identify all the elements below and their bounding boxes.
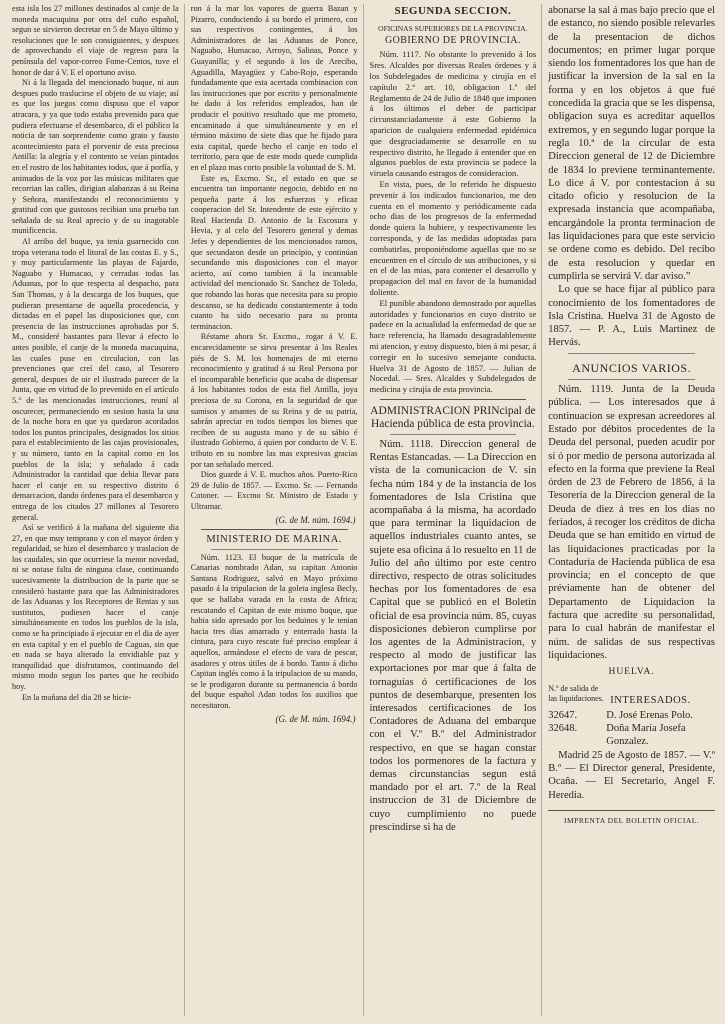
paragraph: Réstame ahora Sr. Excmo., rogar á V. E. encarecidamente se sirva presentar á los Reales piés de S. M. los homenajes de mi eterno reconocimiento y gratitud á su Real Persona por el incomparable beneficio que acaba de dispensar á los habitantes todos de esta fiel Antilla, joya preciosa de su Corona, en la seguridad de que sumisos y amantes de su Reina y de su patria, sabrán apreciar en todos tiempos los bienes que reciben de su augusta mano y de su sábio é ilustrado Gobierno, á quien por conducto de V. E. tributo en su nombre las mas expresivas gracias por tan señalado merced. (190, 332, 358, 469)
column-3 (370, 4, 543, 1016)
creditor-name: Doña María Josefa Gonzalez. (606, 723, 686, 748)
column-2 (191, 4, 364, 1016)
paragraph: El punible abandono demostrado por aquellas autoridades y funcionarios en cuyo distrito se padece en la actualidad la enfermedad de que se hace referencia, ha llamado desagradablemente mi atencion, y estoy dispuesto, bien á mi pesar, á corregir en lo sucesivo semejante conducta. Huelva 31 de Agosto de 1857. — Julian de Nocedal. — Sres. Alcaldes y Subdelegados de medicina y cirujía de esta provincia. (369, 297, 537, 395)
paragraph: En la mañana del dia 28 se hicie- (22, 692, 132, 702)
divider (380, 399, 527, 400)
table-header-number: N.º de salida de las liquidaciones. (548, 683, 604, 703)
creditor-name: D. José Erenas Polo. (606, 709, 693, 721)
paragraph: esta isla los 27 millones destinados al canje de la moneda macuquina por otra del cuño español, segun se sirvieron decretar en 5 de Mayo último y resoluciones que le son consiguientes, y despues de aprovechando el viaje de regreso para la península del vapor-correo Fome-Centos, tuve el honor de dar á V. E el oportuno aviso. (12, 4, 179, 77)
liquidation-number: 32647. (548, 709, 578, 721)
paragraph: Dios guarde á V. E. muchos años. Puerto-Rico 29 de Julio de 1857. — Excmo. Sr. — Fernando Cotoner. — Excmo Sr. Ministro de Estado y Ultramar. (190, 470, 358, 511)
paragraph: Así se verificó á la mañana del siguiente dia 27, en que muy temprano y con el mayor órden y regularidad, se hizo el desembarco y traslacion de los caudales, sin que ocurriese la menor novedad, ni se notase falta de ninguna clase, continuando sucesivamente la distribucion de la parte que se consideró bastante para que las Administradores de las Aduanas y los Receptores de Rentas y sus sustitutos, pudiesen hacer el canje simultáneamente en todos los pueblos de la isla, como se ha principiado á ejecutar en el dia de ayer en esta capital y en el pueblo de Caguas, sin que en nada se haya alterado la envidiable paz y tranquilidad que disfrutamos, continuando del mismo modo segun los partes que he recibido hoy. (12, 523, 179, 691)
table-header-interested: INTERESADOS. (610, 694, 691, 706)
section-heading-administracion: ADMINISTRACION PRINcipal de Hacienda pública de esta provincia. (370, 404, 536, 430)
paragraph: Madrid 25 de Agosto de 1857. — V.º B.º — El Director general, Presidente, Ocaña. — El Secretario, Angel F. Heredia. (548, 749, 715, 801)
divider (390, 20, 517, 21)
paragraph: Al arribo del buque, ya tenia guarnecido con tropa veterana todo el litoral de las costas E. y S., y muy particularmente las playas de Fajardo, Naguabo y Humacao, y cerradas todas las Aduanas, por lo que respecta al despacho, para San Thomas, y á la descarga de los buques, que pudieran presentarse de aquella procedencia, y dictadas en el papel las disposiciones que, con presencia de las instrucciones aprobadas por S. M., consideré bastantes para llevar á efecto lo antes posible, el canje de la moneda macuquina, las cuales puse en circulacion, con las prevenciones que creí del caso, al Tesorero general, despues de oir el ilustrado parecer de la Junta, que en virtud de lo prevenido en el artículo 5.° de las mencionadas instrucciones, reuní al oscurecer, permaneciendo en sesion hasta la una de la noche hora en que ya quedaron acordados todos los puntos principales, designados los sitios para el establecimiento de las cajas provisionales, y su número, tanto en la capital como en los pueblos de la isla; y señalado á cada Administrador la cantidad que debia llevar para hacer el canje en su respectivo distrito ó demarcacion, dando órdenes para el desembarco y entrega de los citados 27 millones al Tesorero general. (12, 237, 179, 522)
subsection-heading: OFICINAS SUPERIORES DE LA PROVINCIA. (378, 23, 528, 33)
source-citation: (G. de M. núm. 1694.) (275, 713, 356, 724)
creditors-list (548, 709, 715, 749)
paragraph: Lo que se hace fijar al público para conocimiento de los fomentadores de Isla Cristina. Huelva 31 de Agosto de 1857. — P. A., Luis Martinez de Hervás. (548, 284, 715, 349)
paragraph: En vista, pues, de lo referido he dispuesto prevenir á los indicados funcionarios, me den cuenta en el momento y periódicamente cada ocho dias de los progresos de la enfermedad donde quiera la hubiere, y respectivamente les corresponda, y de las medidas adoptadas para combatirlas, proponiéndome aquellas que no se encuentren en el círculo de sus atribuciones, y si en el de las mias, para contener el desarrollo y propagacion del mal en favor de la humanidad doliente. (369, 178, 537, 297)
column-4 (548, 4, 715, 1016)
location-heading: HUELVA. (608, 667, 655, 678)
section-heading-marina: MINISTERIO DE MARINA. (206, 534, 342, 546)
paragraph: ron á la mar los vapores de guerra Bazan y Pizarro, conduciendo á su bordo el primero, con sus respectivos contingentes, á los Administradores de las Aduanas de Ponce, Naguabo, Humacao, Arroyo, Salinas, Ponce y Guayanilla; y el segundo á los de Arecibo, Aguadilla, Mayagüez y Cabo-Rojo, esperando fundadamente que esta acertada combinacion con las instrucciones que por escrito y personalmente he dado á los referidos empleados, han de producir el positivo resultado que me prometo, encaminado á que simultáneamente y en el término máximo de siete dias que he fijado para esta capital, quede hecho el canje en todo el territorio, para que de este modo quede cumplida en el plazo mas corto posible la voluntad de S. M. (190, 4, 358, 172)
paragraph: Núm. 1118. Direccion general de Rentas Estancadas. — La Direccion en vista de la comunicacion de V. sin fecha núm 184 y de la instancia de los fomentadores de Isla Cristina que acompañaba á la misma, ha acordado que para terminar la liquidacion de aquellos industriales cuanto antes, se sujete esa oficina á lo resuelto en 11 de Julio del año último por este centro directivo, respecto de otras solicitudes hechas por los fomentadores de esa Capital que se publicó en el Boletin oficial de esa provincia núm. 85, cuyas disposiciones debieron cumplirse por los agentes de la Administracion, y respecto al modo de justificar las exportaciones por mar que á falta de tornaguías ó certificaciones de los puntos de desembarque, presenten los interesados certificaciones de los Contadores de Aduana del embarque con el V.º B.º del Administrador respectivo, en que se hagan constar todos los pormenores de la factura y demas circunstancias segun está mandado por el art. 7.º de la Real instruccion de 31 de Diciembre de cuyo cumplimiento no puede prescindirse si ha de (369, 438, 537, 833)
table-row (548, 709, 715, 722)
section-heading-anuncios: ANUNCIOS VARIOS. (572, 360, 692, 375)
creditors-table (548, 684, 715, 707)
divider (568, 353, 695, 354)
section-title: SEGUNDA SECCION. (394, 5, 512, 17)
paragraph: Este es, Excmo. Sr., el estado en que se encuentra tan importante negocio, debido en no pequeña parte á los esfuerzos y eficaz cooperacion del Sr. Intendente de este ejército y Real Hacienda D. Antonio de la Escosura y Hevia, y al celo del Tesorero general y demas Jefes y dependientes de los mencionados ramos, que secundaron desde un principio, y continúan secundando mis disposiciones con el mayor acierto, así como tambien á la incansable actividad del mencionado Sr. Sanchez de Toledo, que robando las horas que necesita para su propio descanso, se ha dedicado constantemente á todo cuanto ha sido necesario para su pronta terminacion. (190, 173, 358, 331)
paragraph: abonarse la sal á mas bajo precio que el de estanco, no siendo posible relevarles de la presentacion de dichos documentos; en primer lugar porque siendo los fomentadores los que han de justificar la inversion de la sal en la forma y en los objetos á que fué concedida la gracia que se les dispensa, obligacion suya es acreditar aquellos extremos, y en segundo lugar porque la regla 10.ª de la circular de esta Direccion general de 12 de Diciembre de 1834 lo previene terminantemente. Lo dice á V. por contestacion á su citado oficio y resolucion de la expresada instancia que acompañaba, encargándole la pronta terminacion de las liquidaciones para que este servicio se ordene como es debido. Del recibo de esta resolucion y quedar en cumplirla se servirá V. dar aviso.” (548, 5, 715, 282)
printer-footer: IMPRENTA DEL BOLETIN OFICIAL. (548, 810, 715, 827)
column-1 (12, 4, 185, 1016)
paragraph: Ni á la llegada del mencionado buque, ni aun despues pudo traslucirse el objeto de su viaje; así es que los juegos como dispuso que el vapor atracara, y ya que todo estaba prevenido para que pudiera efectuarse el desembarco, di el público la noticia de tan sorprendente como grato y fausto acontecimiento para el porvenir de esta preciosa Antilla: la alegría y el contento se veian pintados en el rostro de los habitantes todos, que á porfía, y animados de la voz por las músicas militares que recorrian las calles, dirigian alabanzas á su Reina y Señora, manifestando el reconocimiento y gratitud con que gustosos recibian una prueba tan señalada de su Real aprecio y de su inagotable munificencia. (12, 78, 179, 236)
liquidation-number: 32648. (548, 723, 578, 735)
table-row (548, 722, 715, 749)
divider (211, 549, 338, 550)
divider (390, 434, 517, 435)
divider (568, 379, 695, 380)
section-heading-gobierno: GOBIERNO DE PROVINCIA. (385, 34, 521, 46)
paragraph: Núm. 1119. Junta de la Deuda pública. — Los interesados que á continuacion se expresan acreedores al Estado por débitos procedentes de la Deuda del personal, pueden acudir por sí ó por medio de persona autorizada al efecto en la forma que previene la Real órden de 23 de Febrero de 1856, á la Tesorería de la Direccion general de la Deuda de diez á tres en los dias no feriados, á recoger los créditos de dicha Deuda que se han emitido en virtud de las liquidaciones practicadas por la Contaduría de Hacienda pública de esa provincia; en el concepto de que préviamente han de obtener del Departamento de Liquidacion la factura que acredite su personalidad, para lo cual habrán de manifestar el núm. de salidas de sus respectivas liquidaciones. (548, 384, 715, 661)
paragraph: Núm. 1123. El buque de la matrícula de Canarias nombrado Adan, su capitan Antonio Santana Rodriguez, salvó en Mayo próximo pasado á la tripulacion de la goleta inglesa Becly, que se hallaba varada en la costa de Africa; rescatando el Capitan de este mismo buque, que habia sido apresado por los beduinos y le tenian hacia tres dias amarrado y enterrado hasta la cintura, para cuyo rescate fué preciso emplear á aquellos, armándose el efecto de vara de pescar, asadores y otros útiles de á bordo. Tanto á dicho Capitan inglés como á la tripulacion de su mando, se le prodigaron durante su permanencia á bordo del buque español Adan todos los auxilios que necesitaron. (190, 552, 358, 710)
paragraph: Núm. 1117. No obstante lo prevenido á los Sres. Alcaldes por diversas Reales órdenes y á los Subdelegados de medicina y cirujía en el capítulo 2.° art. 10, obligacion 1.ª del Reglamento de 24 de Julio de 1848 que imponen á los últimos el deber de participar circunstanciadamente á este Gobierno la aparicion de cualquiera enfermedad epidémica que desgraciadamente se desarrolle en su respectivo distrito, he llegado á entender que en algunos pueblos de esta provincia se padece la viruela causando estragos de consideracion. (369, 49, 537, 179)
source-citation: (G. de M. núm. 1694.) (275, 514, 356, 525)
divider (201, 529, 348, 530)
